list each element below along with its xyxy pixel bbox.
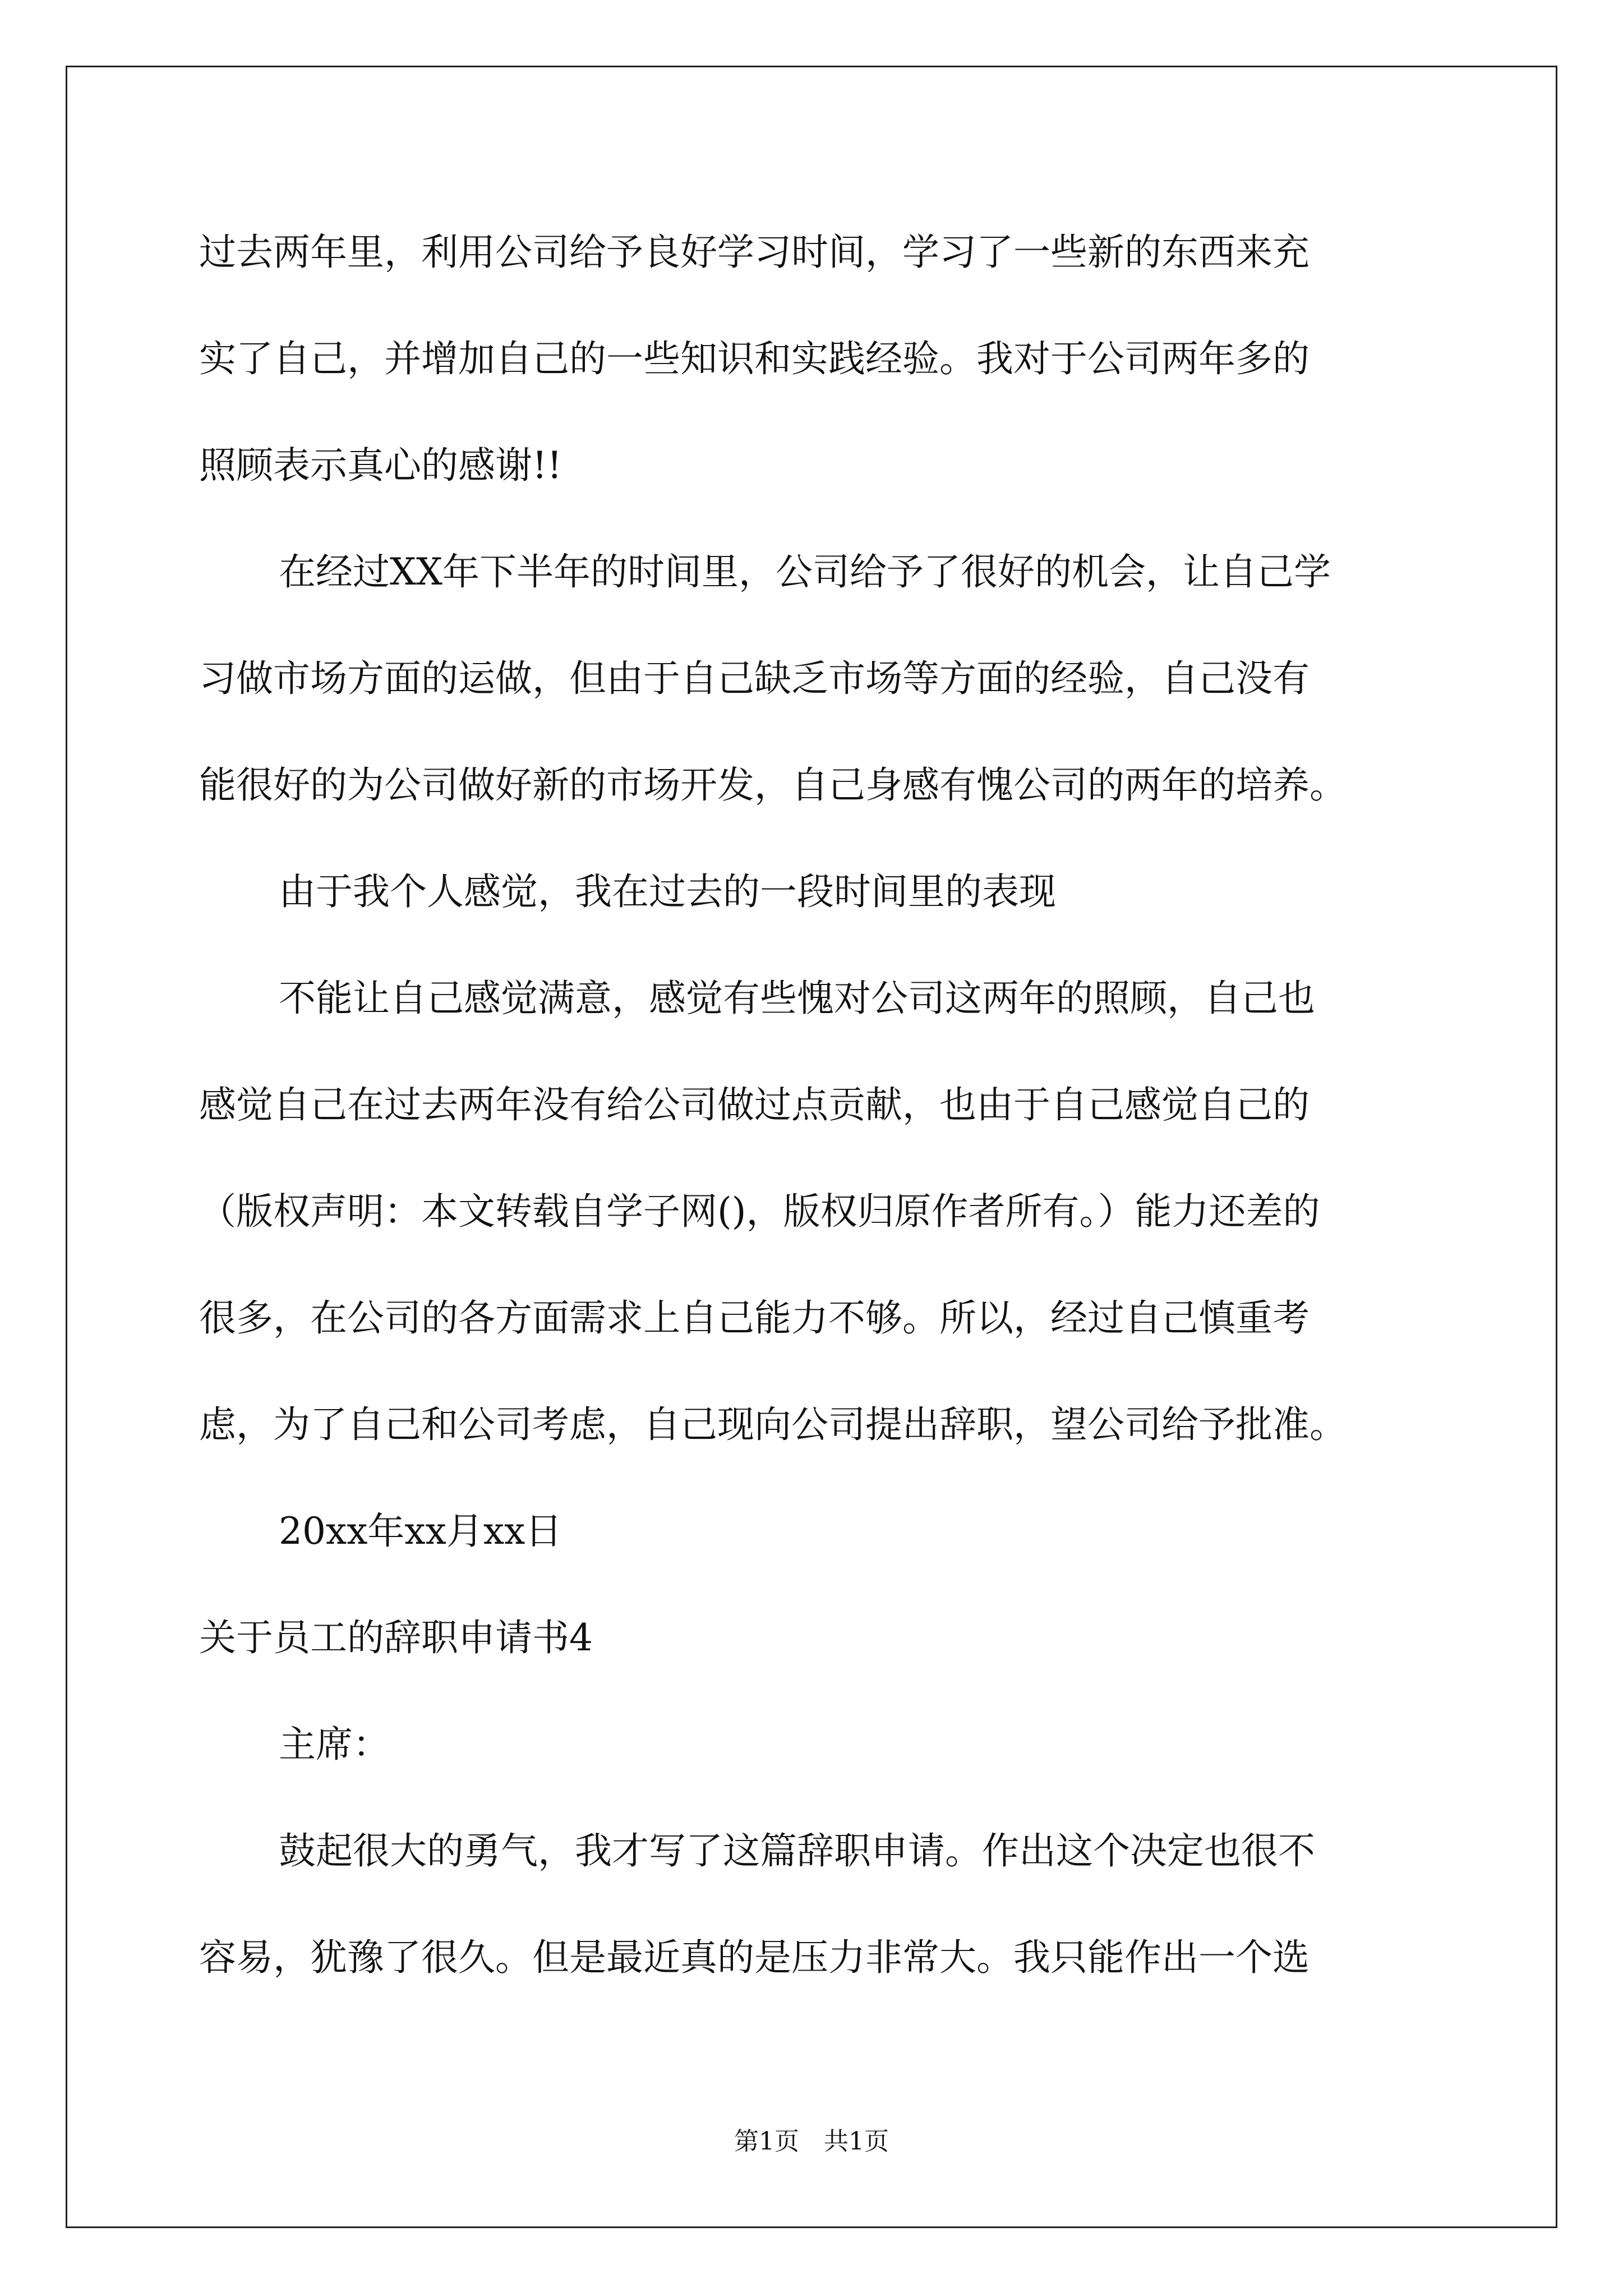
- body-text-line: 实了自己，并增加自己的一些知识和实践经验。我对于公司两年多的: [199, 337, 1310, 380]
- date-line: 20xx年xx月xx日: [279, 1510, 562, 1553]
- salutation: 主席：: [279, 1723, 390, 1766]
- body-text-line: 容易，犹豫了很久。但是最近真的是压力非常大。我只能作出一个选: [199, 1936, 1310, 1979]
- body-text-line: 鼓起很大的勇气，我才写了这篇辞职申请。作出这个决定也很不: [279, 1829, 1315, 1872]
- page-border: [66, 66, 1557, 2228]
- body-text-line: 在经过XX年下半年的时间里，公司给予了很好的机会，让自己学: [279, 550, 1331, 593]
- page-number-footer: 第1页 共1页: [734, 2127, 889, 2156]
- body-text-line: 虑，为了自己和公司考虑，自己现向公司提出辞职，望公司给予批准。: [199, 1403, 1347, 1446]
- body-text-line: 习做市场方面的运做，但由于自己缺乏市场等方面的经验，自己没有: [199, 657, 1310, 700]
- section-heading: 关于员工的辞职申请书4: [199, 1616, 593, 1659]
- body-text-line: 过去两年里，利用公司给予良好学习时间，学习了一些新的东西来充: [199, 231, 1310, 274]
- body-text-line: 不能让自己感觉满意，感觉有些愧对公司这两年的照顾，自己也: [279, 977, 1315, 1020]
- body-text-line: 感觉自己在过去两年没有给公司做过点贡献，也由于自己感觉自己的: [199, 1083, 1310, 1126]
- body-text-line: 照顾表示真心的感谢!!: [199, 444, 562, 487]
- body-text-line: 能很好的为公司做好新的市场开发，自己身感有愧公司的两年的培养。: [199, 763, 1347, 807]
- body-text-line: 很多，在公司的各方面需求上自己能力不够。所以，经过自己慎重考: [199, 1296, 1310, 1340]
- body-text-line: （版权声明：本文转载自学子网()，版权归原作者所有。）能力还差的: [199, 1190, 1320, 1233]
- body-text-line: 由于我个人感觉，我在过去的一段时间里的表现: [279, 870, 1056, 913]
